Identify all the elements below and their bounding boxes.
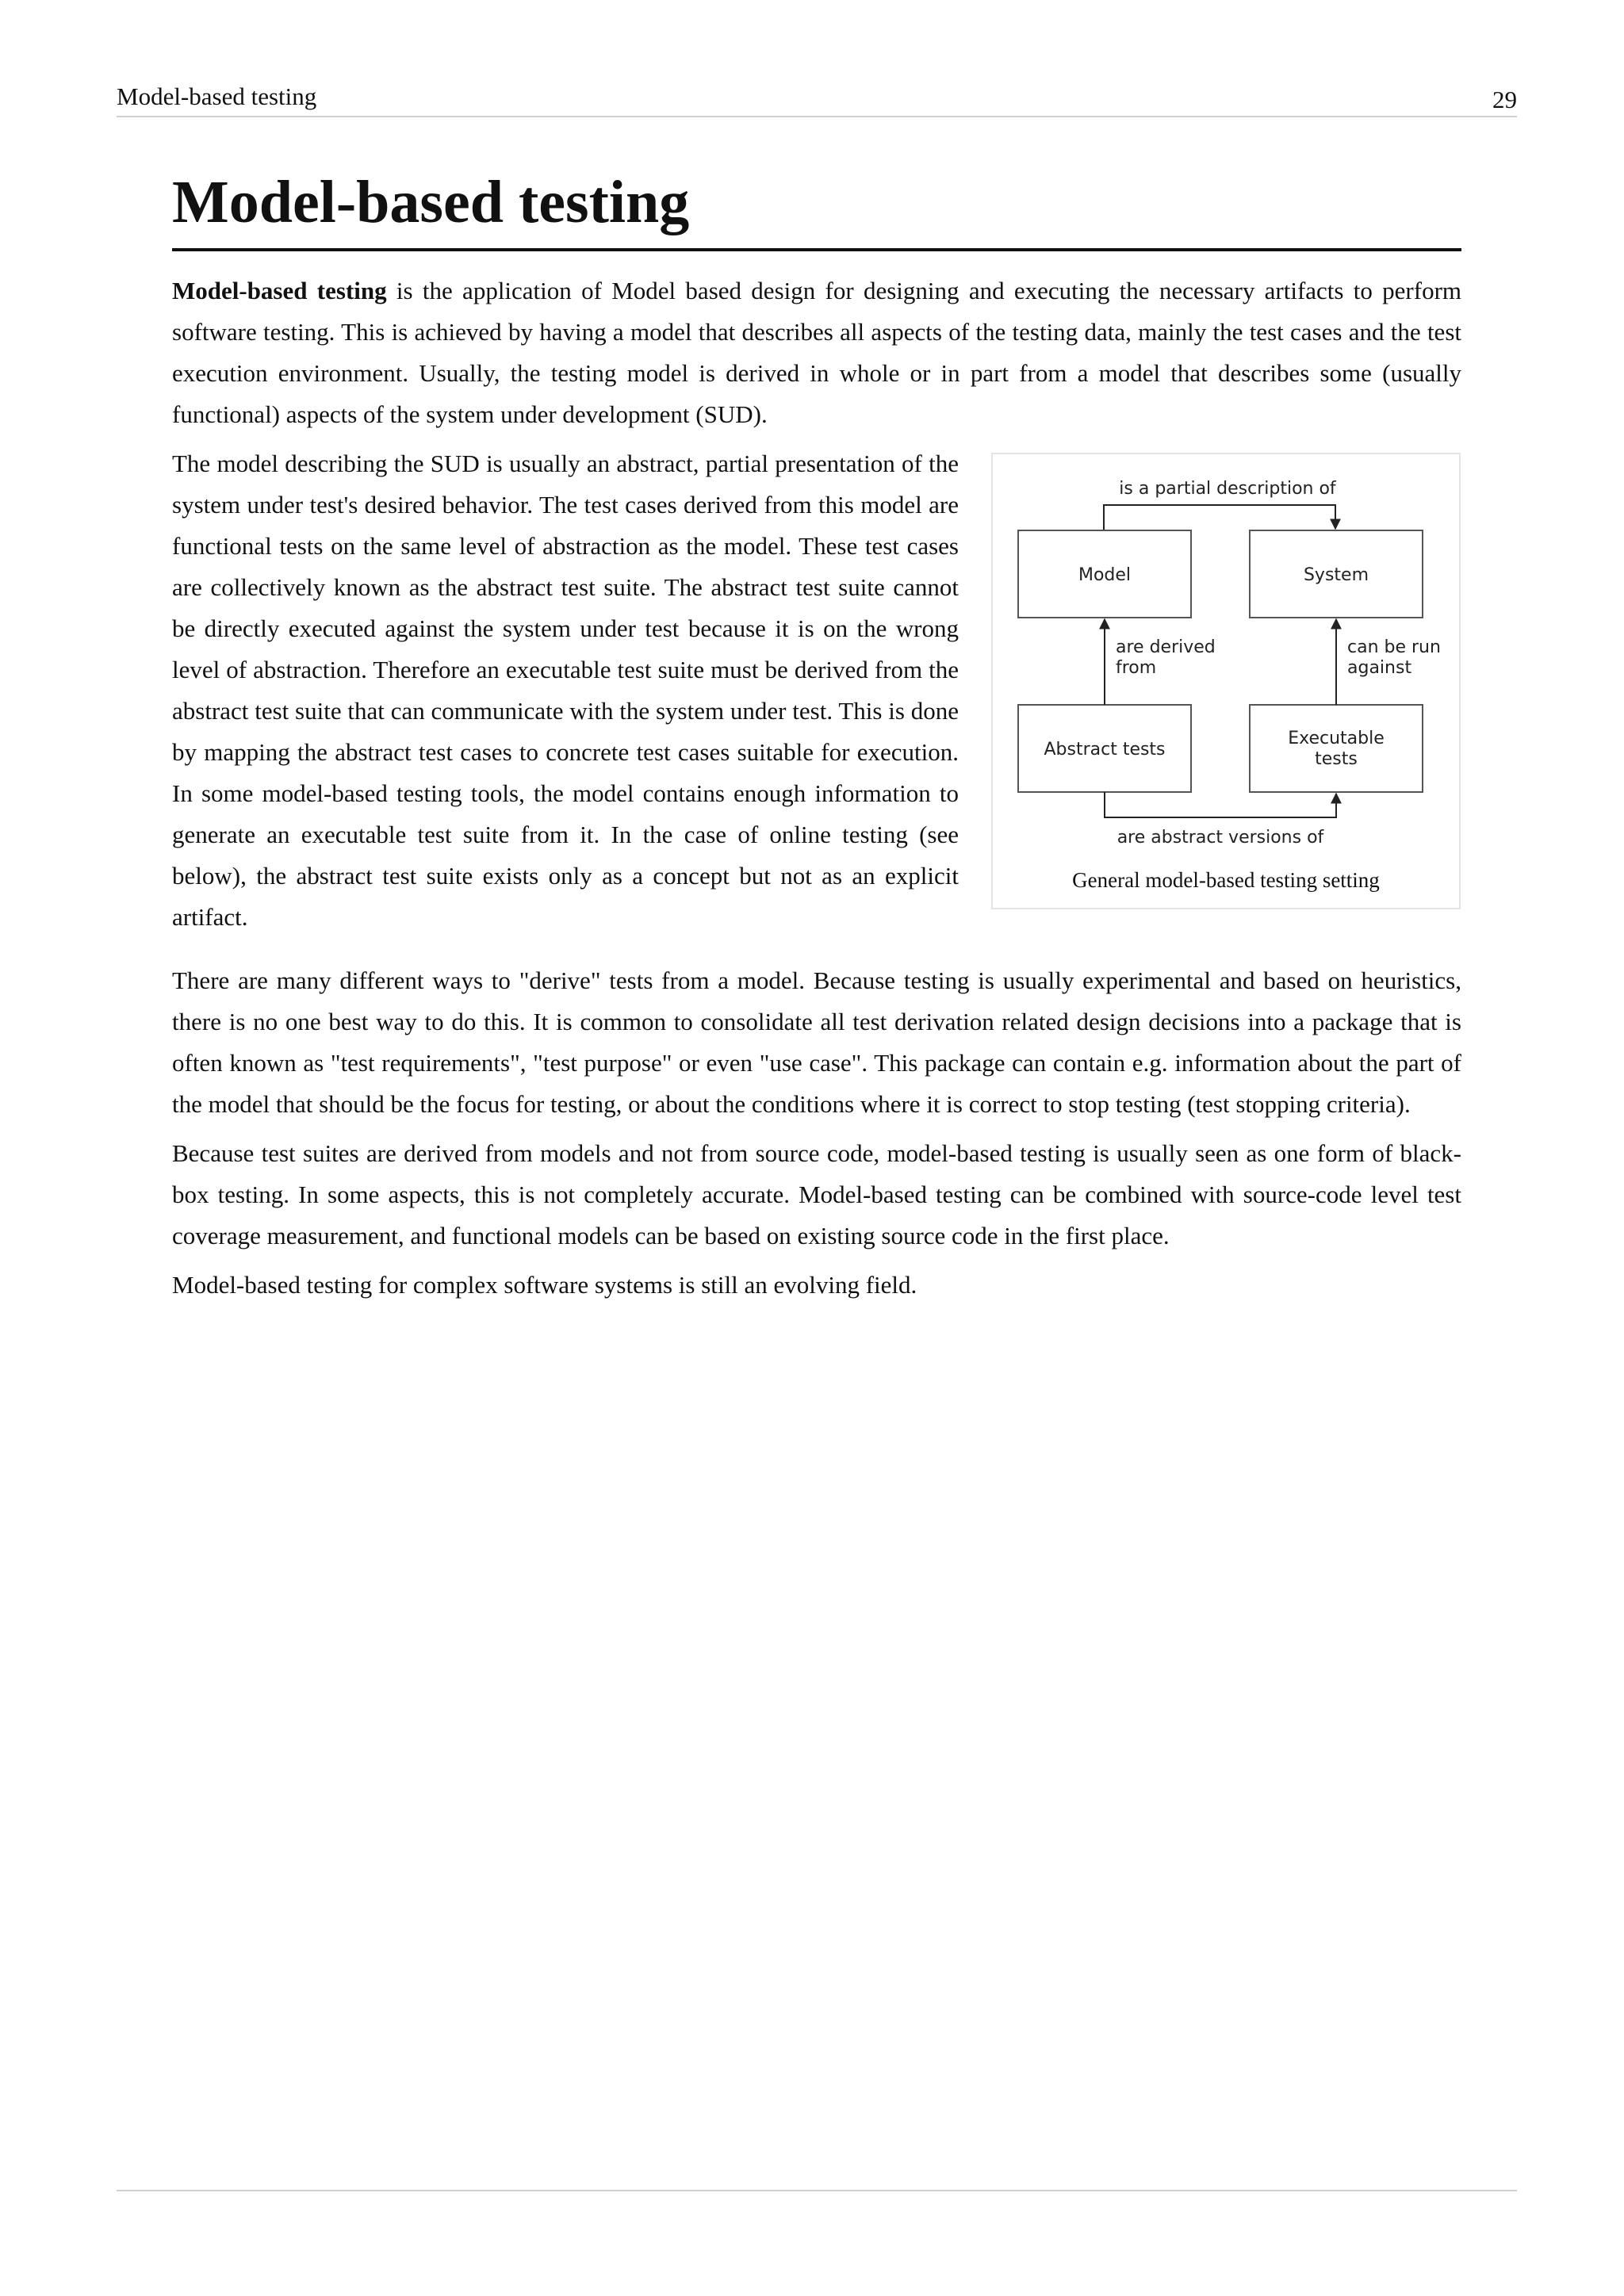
sud-model-paragraph: The model describing the SUD is usually an abstract, partial presentation of the system under test's desired behavior. The test cases derived from this model are functional tests on the same level of abstraction as the model. These test cases are collectively known as the abstract test suite. The abstract test suite cannot be directly executed against the system under test because it is on the wrong level of abstraction. Therefore an executable test suite must be derived from the abstract test suite that can communicate with the system under test. This is done by mapping the abstract test cases to concrete test cases suitable for execution. In some model-based testing tools, the model contains enough information to generate an executable test suite from it. In the case of online testing (see below), the abstract test suite exists only as a concept but not as an explicit artifact. bbox=[172, 450, 959, 931]
figure-testing-setting bbox=[991, 453, 1461, 909]
bottom-connector-arrow bbox=[1105, 792, 1336, 817]
run-against-label-1: can be run bbox=[1347, 637, 1441, 657]
header-rule bbox=[117, 116, 1517, 117]
page-number: 29 bbox=[1492, 86, 1517, 113]
system-box-label: System bbox=[1303, 565, 1369, 585]
intro-text: is the application of Model based design for designing and executing the necessary artifacts to perform software testing. This is achieved by having a model that describes all aspects of the testing data, mainly the test cases and the test execution environment. Usually, the testing model is derived in whole or in part from a model that describes some (usually functional) aspects of the system under development (SUD). bbox=[172, 277, 1462, 428]
run-against-label-2: against bbox=[1347, 658, 1412, 678]
black-box-paragraph: Because test suites are derived from models and not from source code, model-based testing is usually seen as one form of black-box testing. In some aspects, this is not completely accurate. Model-based testing can be combined with source-code level test coverage measurement, and functional models can be based on existing source code in the first place. bbox=[172, 1139, 1461, 1249]
top-connector-arrow bbox=[1104, 505, 1335, 530]
page-title: Model-based testing bbox=[172, 169, 690, 235]
paragraph-with-figure bbox=[172, 443, 1461, 938]
title-rule bbox=[172, 248, 1461, 251]
model-testing-diagram bbox=[993, 454, 1462, 911]
intro-paragraph bbox=[172, 270, 1461, 435]
derived-from-label-1: are derived bbox=[1116, 637, 1216, 657]
abstract-tests-label: Abstract tests bbox=[1044, 740, 1166, 760]
article bbox=[172, 163, 1461, 1306]
running-title: Model-based testing bbox=[117, 82, 317, 110]
intro-bold-term: Model-based testing bbox=[172, 277, 387, 304]
bottom-label: are abstract versions of bbox=[1116, 828, 1324, 848]
top-label: is a partial description of bbox=[1119, 479, 1336, 499]
executable-tests-label-1: Executable bbox=[1288, 729, 1385, 748]
evolving-field-paragraph: Model-based testing for complex software systems is still an evolving field. bbox=[172, 1271, 917, 1299]
running-header bbox=[117, 81, 1517, 113]
derive-tests-paragraph: There are many different ways to "derive" tests from a model. Because testing is usually experimental and based on heuristics, there is no one best way to do this. It is common to consolidate all test derivation related design decisions into a package that is often known as "test requirements", "test purpose" or even "use case". This package can contain e.g. information about the part of the model that should be the focus for testing, or about the conditions where it is correct to stop testing (test stopping criteria). bbox=[172, 966, 1461, 1118]
footer-rule bbox=[117, 2190, 1517, 2191]
executable-tests-label-2: tests bbox=[1315, 749, 1358, 769]
figure-caption: General model-based testing setting bbox=[1072, 868, 1380, 892]
derived-from-label-2: from bbox=[1116, 658, 1157, 678]
executable-tests-box bbox=[1250, 705, 1423, 792]
model-box-label: Model bbox=[1078, 565, 1132, 585]
